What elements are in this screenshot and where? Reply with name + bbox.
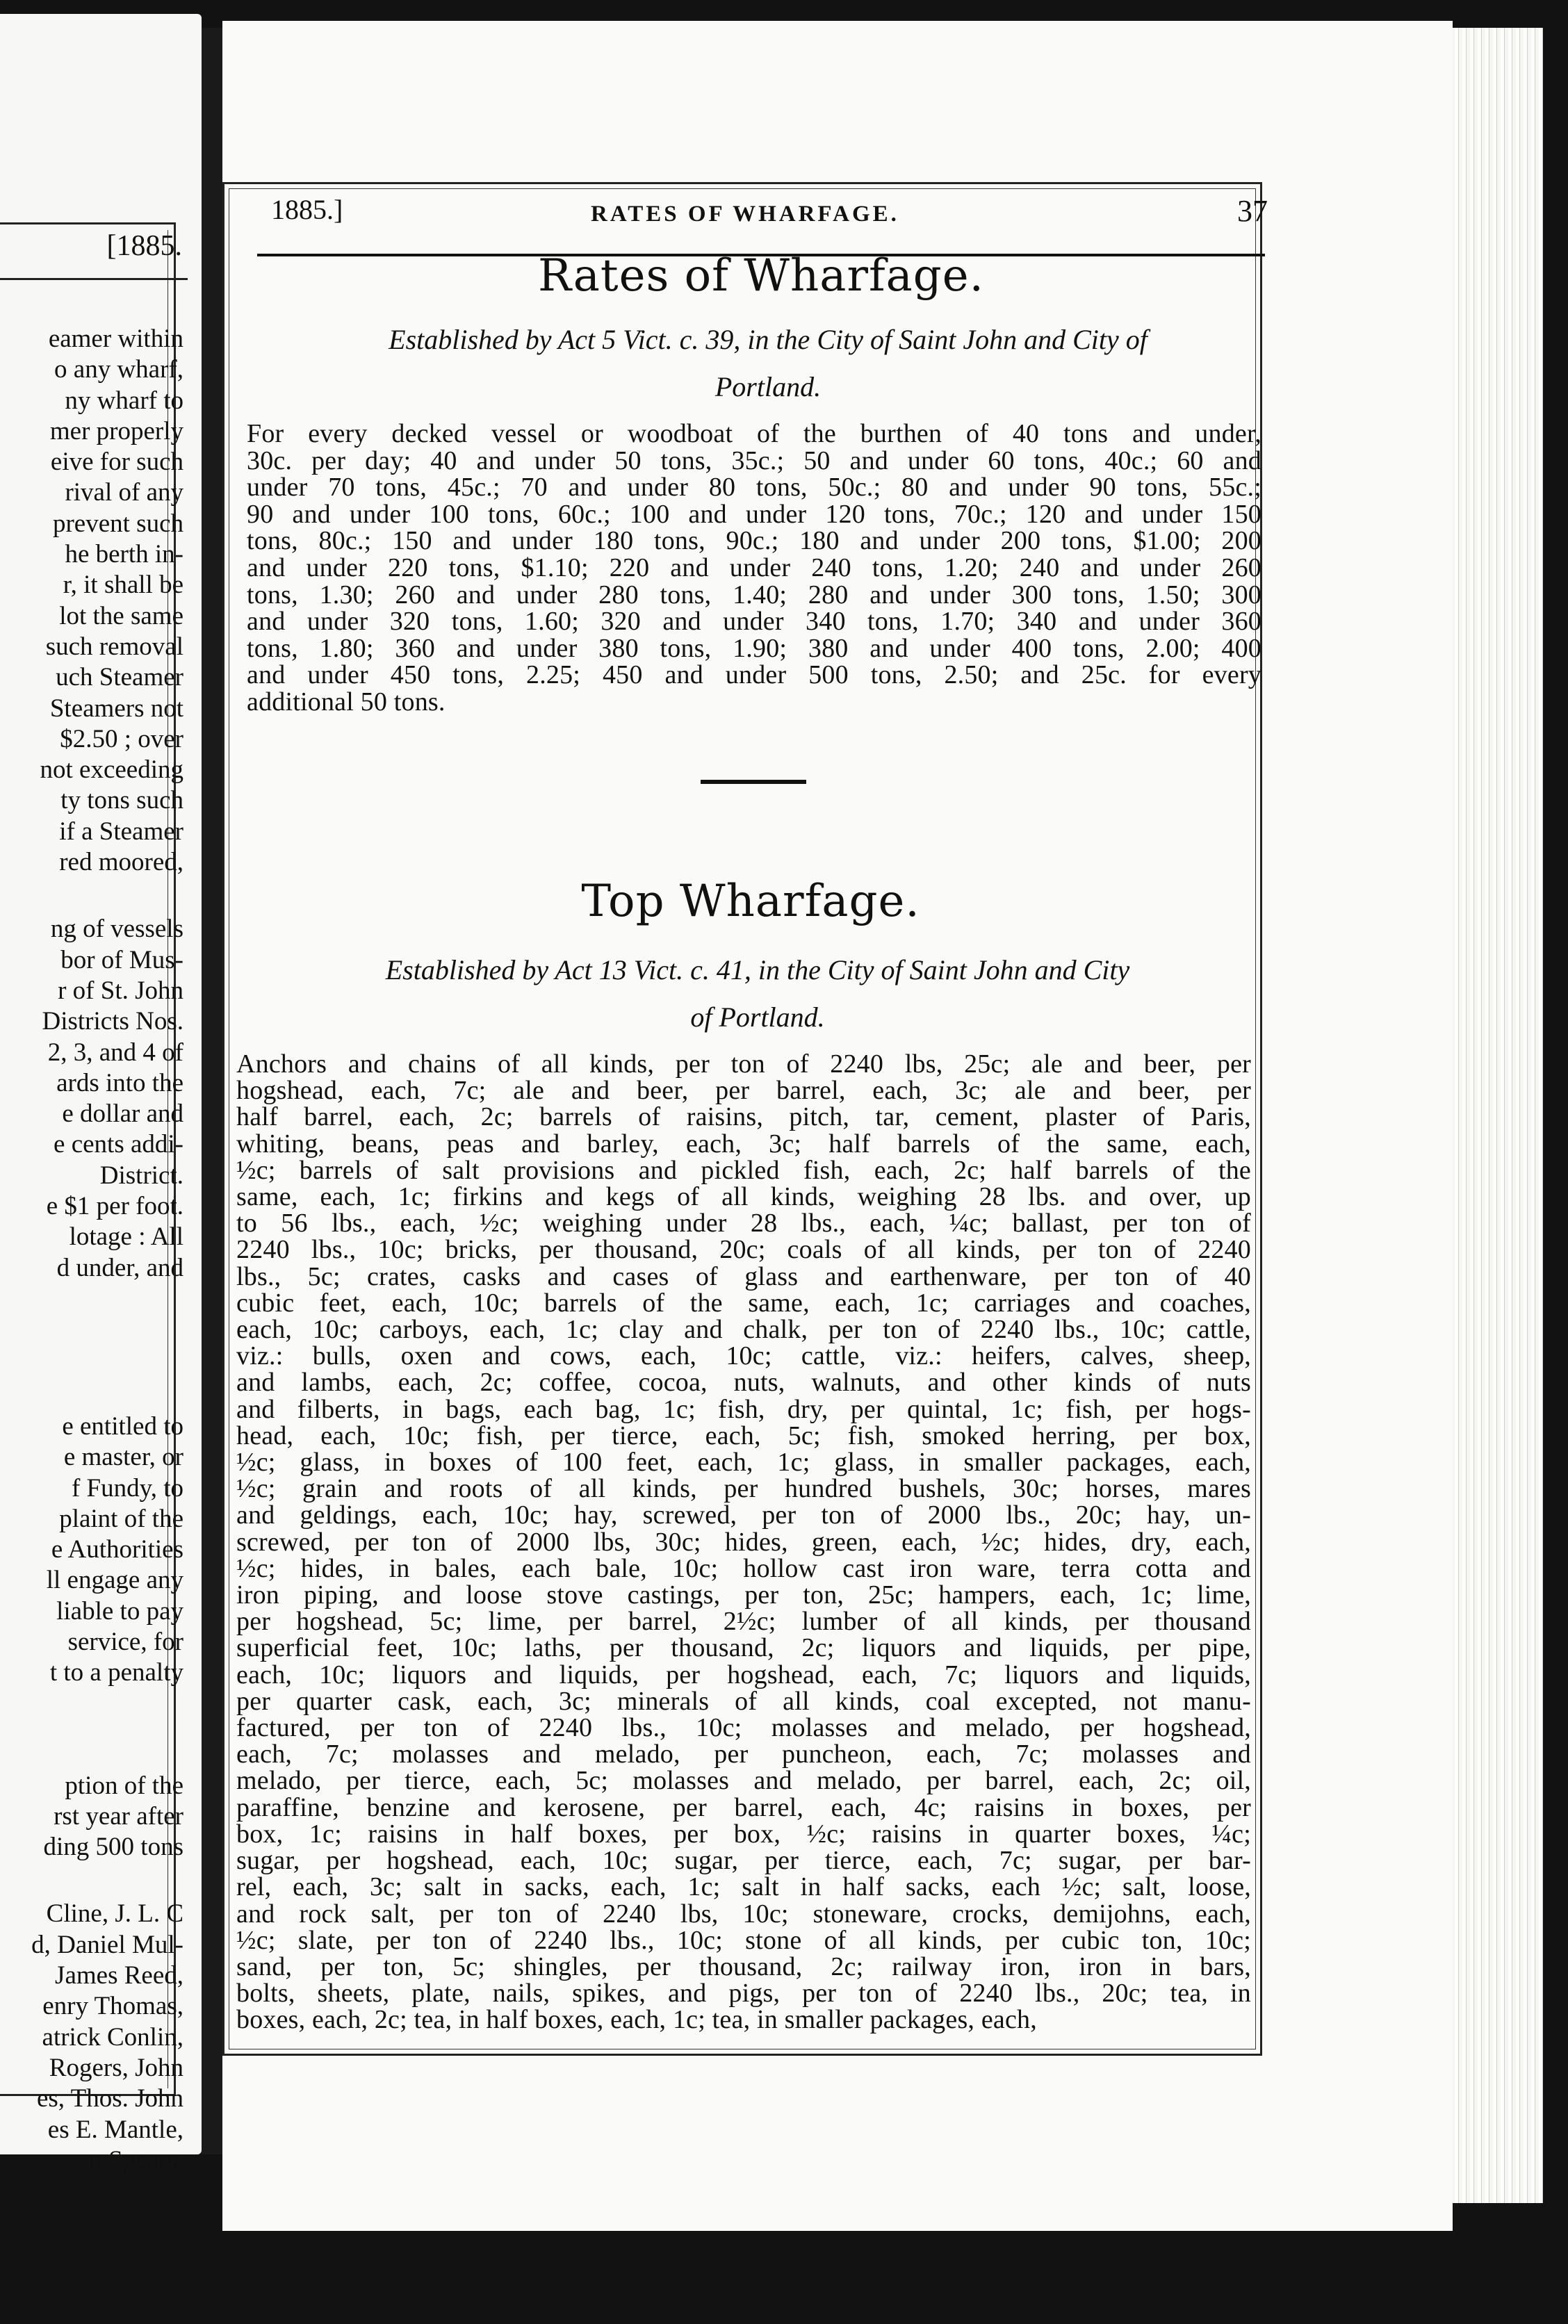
text-line: each, 7c; molasses and melado, per puncheon, each, 7c; molasses and bbox=[236, 1740, 1251, 1769]
text-line: lbs., 5c; crates, casks and cases of glass and earthenware, per ton of 40 bbox=[236, 1261, 1251, 1291]
section1-paragraph bbox=[247, 420, 1261, 716]
left-text-line: Districts Nos. bbox=[42, 1007, 183, 1036]
left-text-line: $2.50 ; over bbox=[60, 724, 183, 753]
text-line: rel, each, 3c; salt in sacks, each, 1c; salt in half sacks, each ½c; salt, loose, bbox=[236, 1872, 1251, 1902]
text-line: screwed, per ton of 2000 lbs, 30c; hides, green, each, ½c; hides, dry, each, bbox=[236, 1527, 1251, 1557]
text-line: hogshead, each, 7c; ale and beer, per barrel, each, 3c; ale and beer, per bbox=[236, 1076, 1251, 1106]
text-line: sugar, per hogshead, each, 10c; sugar, per tierce, each, 7c; sugar, per bar- bbox=[236, 1846, 1251, 1876]
text-line: sand, per ton, 5c; shingles, per thousand, 2c; railway iron, iron in bars, bbox=[236, 1951, 1251, 1981]
text-line: and under 320 tons, 1.60; 320 and under 340 tons, 1.70; 340 and under 360 bbox=[247, 607, 1261, 637]
left-facing-page bbox=[0, 14, 202, 2175]
left-text-line: ny wharf to bbox=[65, 386, 183, 415]
left-text-line: rival of any bbox=[65, 478, 183, 507]
left-text-line: mer properly bbox=[49, 416, 183, 445]
left-text-line: 2, 3, and 4 of bbox=[47, 1038, 183, 1067]
text-line: and under 450 tons, 2.25; 450 and under 500 tons, 2.50; and 25c. for every bbox=[247, 660, 1261, 690]
text-line: For every decked vessel or woodboat of the burthen of 40 tons and under, bbox=[247, 419, 1261, 448]
text-line: tons, 80c.; 150 and under 180 tons, 90c.; 180 and under 200 tons, $1.00; 200 bbox=[247, 526, 1261, 556]
text-line: ½c; glass, in boxes of 100 feet, each, 1c; glass, in smaller packages, each, bbox=[236, 1448, 1251, 1478]
left-text-line: d, Daniel Mul- bbox=[31, 1930, 183, 1959]
section2-subtitle-line2: of Portland. bbox=[690, 1001, 825, 1033]
left-text-line: ption of the bbox=[65, 1771, 183, 1800]
text-line: melado, per tierce, each, 5c; molasses and melado, per barrel, each, 2c; oil, bbox=[236, 1766, 1251, 1796]
left-text-line: ll engage any bbox=[46, 1566, 183, 1595]
left-text-line: e cents addi- bbox=[54, 1130, 183, 1159]
left-text-line: ty tons such bbox=[60, 786, 183, 815]
section1-subtitle-line1: Established by Act 5 Vict. c. 39, in the City of Saint John and City of bbox=[389, 324, 1148, 355]
section-divider bbox=[701, 780, 806, 784]
text-line: 30c. per day; 40 and under 50 tons, 35c.; 50 and under 60 tons, 40c.; 60 and bbox=[247, 445, 1261, 475]
text-line: under 70 tons, 45c.; 70 and under 80 tons, 50c.; 80 and under 90 tons, 55c.; bbox=[247, 473, 1261, 502]
left-text-line: ards into the bbox=[56, 1068, 183, 1097]
paragraph-gap bbox=[31, 1284, 183, 1411]
text-line: whiting, beans, peas and barley, each, 3c; half barrels of the same, each, bbox=[236, 1129, 1251, 1159]
text-line: same, each, 1c; firkins and kegs of all kinds, weighing 28 lbs. and over, up bbox=[236, 1182, 1251, 1212]
text-line: cubic feet, each, 10c; barrels of the same, each, 1c; carriages and coaches, bbox=[236, 1288, 1251, 1318]
left-text-line: not exceeding bbox=[40, 755, 183, 785]
left-text-line: eive for such bbox=[50, 448, 183, 477]
paragraph-gap bbox=[31, 1863, 183, 1899]
left-text-line: es E. Mantle, bbox=[47, 2115, 183, 2144]
text-line: each, 10c; liquors and liquids, per hogshead, each, 7c; liquors and liquids, bbox=[236, 1660, 1251, 1689]
left-text-line: f Fundy, to bbox=[71, 1473, 183, 1503]
text-line: iron piping, and loose stove castings, per ton, 25c; hampers, each, 1c; lime, bbox=[236, 1580, 1251, 1610]
left-text-line: eamer within bbox=[48, 325, 183, 353]
left-text-line: such removal bbox=[45, 632, 183, 661]
left-text-line: e master, or bbox=[63, 1443, 183, 1472]
left-text-line: red moored, bbox=[59, 848, 183, 877]
section2-subtitle bbox=[254, 947, 1261, 1041]
left-text-line: e entitled to bbox=[62, 1411, 183, 1441]
left-text-line: r of St. John bbox=[58, 976, 183, 1005]
text-line: box, 1c; raisins in half boxes, per box, ½c; raisins in quarter boxes, ¼c; bbox=[236, 1819, 1251, 1849]
paragraph-gap bbox=[31, 878, 183, 914]
text-line: per hogshead, 5c; lime, per barrel, 2½c; lumber of all kinds, per thousand bbox=[236, 1607, 1251, 1637]
text-line: ½c; grain and roots of all kinds, per hundred bushels, 30c; horses, mares bbox=[236, 1474, 1251, 1504]
left-text-line: bor of Mus- bbox=[60, 945, 183, 974]
section1-subtitle bbox=[264, 316, 1272, 411]
section-title-top-wharfage: Top Wharfage. bbox=[581, 876, 920, 927]
left-page-text bbox=[31, 324, 183, 2176]
section2-paragraph bbox=[236, 1051, 1251, 2034]
text-line: bolts, sheets, plate, nails, spikes, and pigs, per ton of 2240 lbs., 20c; tea, in bbox=[236, 1979, 1251, 2008]
left-text-line: o any wharf, bbox=[54, 355, 183, 384]
left-header-rule bbox=[0, 278, 188, 280]
left-text-line: if a Steamer bbox=[59, 817, 183, 846]
left-text-line: e dollar and bbox=[62, 1099, 183, 1129]
left-text-line: Steamers not bbox=[49, 694, 183, 723]
text-line: ½c; slate, per ton of 2240 lbs., 10c; stone of all kinds, per cubic ton, 10c; bbox=[236, 1925, 1251, 1955]
text-line: 90 and under 100 tons, 60c.; 100 and under 120 tons, 70c.; 120 and under 150 bbox=[247, 499, 1261, 529]
running-head-year: 1885.] bbox=[271, 194, 343, 225]
text-line: factured, per ton of 2240 lbs., 10c; molasses and melado, per hogshead, bbox=[236, 1713, 1251, 1743]
text-line: per quarter cask, each, 3c; minerals of all kinds, coal excepted, not manu- bbox=[236, 1686, 1251, 1716]
text-line: boxes, each, 2c; tea, in half boxes, each, 1c; tea, in smaller packages, each, bbox=[236, 2005, 1037, 2035]
text-line: 2240 lbs., 10c; bricks, per thousand, 20c; coals of all kinds, per ton of 2240 bbox=[236, 1235, 1251, 1265]
text-line: head, each, 10c; fish, per tierce, each, 5c; fish, smoked herring, per box, bbox=[236, 1421, 1251, 1450]
text-line: and rock salt, per ton of 2240 lbs, 10c; stoneware, crocks, demijohns, each, bbox=[236, 1899, 1251, 1929]
left-text-line: ng of vessels bbox=[50, 915, 183, 944]
paragraph-gap bbox=[31, 1689, 183, 1771]
left-text-line: enry Thomas, bbox=[42, 1992, 183, 2021]
section1-subtitle-line2: Portland. bbox=[714, 371, 822, 402]
left-text-line: es, Thos. John bbox=[36, 2084, 183, 2113]
text-line: and filberts, in bags, each bag, 1c; fish, dry, per quintal, 1c; fish, per hogs- bbox=[236, 1394, 1251, 1424]
left-text-line: District. bbox=[99, 1161, 183, 1190]
running-head-title: RATES OF WHARFAGE. bbox=[591, 202, 899, 227]
left-text-line: atrick Conlin, bbox=[42, 2022, 183, 2052]
running-head bbox=[271, 193, 1272, 235]
text-line: ½c; hides, in bales, each bale, 10c; hollow cast iron ware, terra cotta and bbox=[236, 1553, 1251, 1583]
left-text-line: n Spears. bbox=[89, 2145, 183, 2175]
left-text-line: lot the same bbox=[59, 601, 183, 630]
text-line: half barrel, each, 2c; barrels of raisins, pitch, tar, cement, plaster of Paris, bbox=[236, 1102, 1251, 1132]
text-line: and under 220 tons, $1.10; 220 and under 240 tons, 1.20; 240 and under 260 bbox=[247, 553, 1261, 582]
text-line: and lambs, each, 2c; coffee, cocoa, nuts, walnuts, and other kinds of nuts bbox=[236, 1368, 1251, 1398]
left-text-line: he berth in- bbox=[65, 540, 183, 569]
text-line: additional 50 tons. bbox=[247, 687, 446, 717]
text-line: ½c; barrels of salt provisions and pickled fish, each, 2c; half barrels of the bbox=[236, 1155, 1251, 1185]
page-number: 37 bbox=[1237, 194, 1268, 228]
text-line: each, 10c; carboys, each, 1c; clay and chalk, per ton of 2240 lbs., 10c; cattle, bbox=[236, 1315, 1251, 1345]
text-line: superficial feet, 10c; laths, per thousand, 2c; liquors and liquids, per pipe, bbox=[236, 1633, 1251, 1663]
text-line: to 56 lbs., each, ½c; weighing under 28 lbs., each, ¼c; ballast, per ton of bbox=[236, 1209, 1251, 1238]
left-text-line: rst year after bbox=[54, 1801, 183, 1831]
text-line: tons, 1.80; 360 and under 380 tons, 1.90; 380 and under 400 tons, 2.00; 400 bbox=[247, 633, 1261, 663]
text-line: and geldings, each, 10c; hay, screwed, per ton of 2000 lbs., 20c; hay, un- bbox=[236, 1500, 1251, 1530]
left-text-line: Rogers, John bbox=[49, 2053, 183, 2082]
left-text-line: plaint of the bbox=[59, 1504, 183, 1533]
left-text-line: lotage : All bbox=[69, 1222, 183, 1252]
left-text-line: Cline, J. L. C bbox=[46, 1899, 183, 1929]
left-text-line: e $1 per foot. bbox=[46, 1192, 183, 1221]
left-text-line: James Reed, bbox=[55, 1961, 183, 1990]
text-line: paraffine, benzine and kerosene, per barrel, each, 4c; raisins in boxes, per bbox=[236, 1792, 1251, 1822]
left-text-line: r, it shall be bbox=[63, 571, 183, 600]
left-text-line: service, for bbox=[67, 1627, 183, 1656]
left-page-header: [1885. bbox=[106, 230, 182, 262]
section2-subtitle-line1: Established by Act 13 Vict. c. 41, in the City of Saint John and City bbox=[385, 954, 1130, 985]
left-text-line: e Authorities bbox=[51, 1535, 183, 1564]
left-text-line: uch Steamer bbox=[56, 663, 183, 692]
text-line: viz.: bulls, oxen and cows, each, 10c; cattle, viz.: heifers, calves, sheep, bbox=[236, 1341, 1251, 1371]
left-text-line: t to a penalty bbox=[49, 1658, 183, 1687]
left-text-line: d under, and bbox=[56, 1253, 183, 1282]
left-text-line: liable to pay bbox=[56, 1596, 183, 1626]
left-text-line: ding 500 tons bbox=[43, 1833, 183, 1862]
text-line: tons, 1.30; 260 and under 280 tons, 1.40; 280 and under 300 tons, 1.50; 300 bbox=[247, 580, 1261, 609]
section-title-rates-of-wharfage: Rates of Wharfage. bbox=[538, 250, 984, 302]
left-text-line: prevent such bbox=[52, 509, 183, 538]
text-line: Anchors and chains of all kinds, per ton of 2240 lbs, 25c; ale and beer, per bbox=[236, 1049, 1251, 1079]
